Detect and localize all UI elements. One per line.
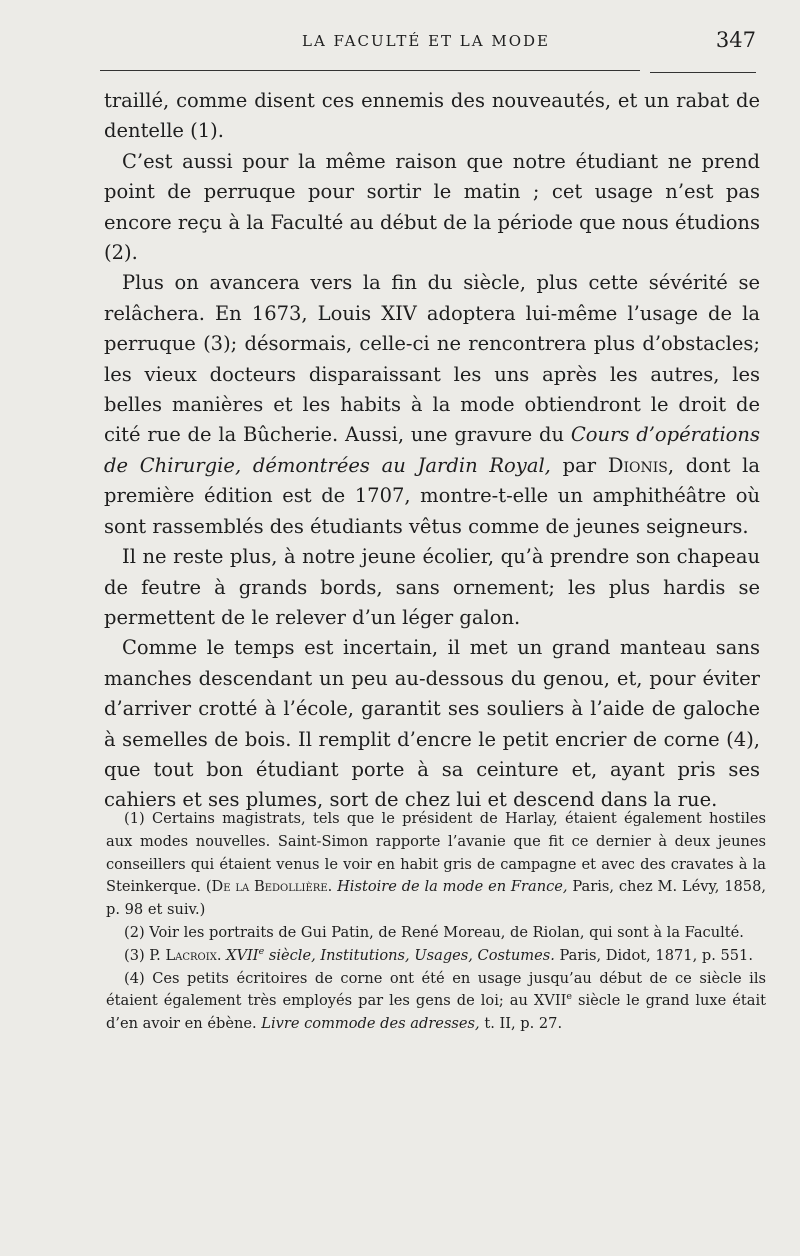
book-title-dionis: Cours d’opérations de Chirurgie, démontrées au Jardin Royal, xyxy=(104,423,760,477)
author-dionis: Dionis, xyxy=(607,453,675,477)
footnote-4 xyxy=(106,968,766,1036)
footnote-3-title-pre: XVII xyxy=(226,946,259,964)
footnote-4-sup: e xyxy=(566,991,572,1003)
footnote-3-text-a: (3) P. xyxy=(124,946,161,964)
footnote-3-text-b: Paris, Didot, 1871, p. 551. xyxy=(559,946,753,964)
footnote-1 xyxy=(106,808,766,922)
footnote-2: (2) Voir les portraits de Gui Patin, de René Moreau, de Riolan, qui sont à la Faculté. xyxy=(124,923,744,941)
footnote-3-title xyxy=(226,947,555,964)
footnote-4-text-b: siècle le grand luxe était d’en avoir en ébène. xyxy=(106,992,767,1033)
footnote-4-text-a: (4) Ces petits écritoires de corne ont été en usage jusqu’au début de ce siècle ils étaient également très employés par les gens de loi; au XVII xyxy=(106,969,766,1010)
footnote-3-author: Lacroix. xyxy=(165,946,222,964)
footnote-3-title-sup: e xyxy=(258,945,265,957)
paragraph-2: C’est aussi pour la même raison que notre étudiant ne prend point de perruque pour sortir le matin ; cet usage n’est pas encore reçu à la Faculté au début de la période que nous étudions (2). xyxy=(104,149,760,265)
footnote-4-title: Livre commode des adresses, xyxy=(261,1015,480,1033)
paragraph-5: Comme le temps est incertain, il met un grand manteau sans manches descendant un peu au-dessous du genou, et, pour éviter d’arriver crotté à l’école, garantit ses souliers à l’aide de galoche à semelles de bois. Il remplit d’encre le petit encrier de corne (4), que tout bon étudiant porte à sa ceinture et, ayant pris ses cahiers et ses plumes, sort de chez lui et descend dans la rue. xyxy=(104,636,760,812)
footnotes xyxy=(106,808,766,1036)
paragraph-3-text-a: Plus on avancera vers la fin du siècle, plus cette sévérité se relâchera. En 1673, Louis XIV adoptera lui-même l’usage de la perruque (3); désormais, celle-ci ne rencontrera plus d’obstacles; les vieux docteurs disparaissant les uns après les autres, les belles manières et les habits à la mode obtiendront le droit de cité rue de la Bûcherie. Aussi, une gravure du xyxy=(104,271,760,447)
paragraph-3 xyxy=(104,268,760,542)
footnote-4-text-c: t. II, p. 27. xyxy=(484,1015,563,1033)
footnote-1-author: De la Bedollière. xyxy=(211,878,333,896)
paragraph-4: Il ne reste plus, à notre jeune écolier, qu’à prendre son chapeau de feutre à grands bords, sans ornement; les plus hardis se permettent de le relever d’un léger galon. xyxy=(104,545,760,629)
running-title: LA FACULTÉ ET LA MODE xyxy=(302,32,550,50)
footnote-1-text-a: (1) Certains magistrats, tels que le président de Harlay, étaient également hostiles aux modes nouvelles. Saint-Simon rapporte l’avanie que fit ce dernier à deux jeunes conseillers qui étaient venus le voir en habit gris de campagne et avec des cravates à la Steinkerque. ( xyxy=(106,810,766,896)
main-text xyxy=(104,86,760,816)
paragraph-3-text-c: dont la première édition est de 1707, montre-t-elle un amphithéâtre où sont rassemblés des étudiants vêtus comme de jeunes seigneurs. xyxy=(104,453,760,538)
page-number: 347 xyxy=(715,28,756,52)
running-header xyxy=(104,28,756,58)
header-rule xyxy=(100,70,640,71)
paragraph-1: traillé, comme disent ces ennemis des nouveautés, et un rabat de dentelle (1). xyxy=(104,89,760,143)
footnote-1-text-b: Paris, chez M. Lévy, 1858, p. 98 et suiv.) xyxy=(106,878,767,919)
paragraph-3-text-b: par xyxy=(562,453,597,477)
footnote-3-title-post: siècle, Institutions, Usages, Costumes. xyxy=(268,946,555,964)
footnote-3 xyxy=(106,945,766,968)
header-rule-short xyxy=(650,72,756,73)
footnote-1-title: Histoire de la mode en France, xyxy=(337,878,568,896)
